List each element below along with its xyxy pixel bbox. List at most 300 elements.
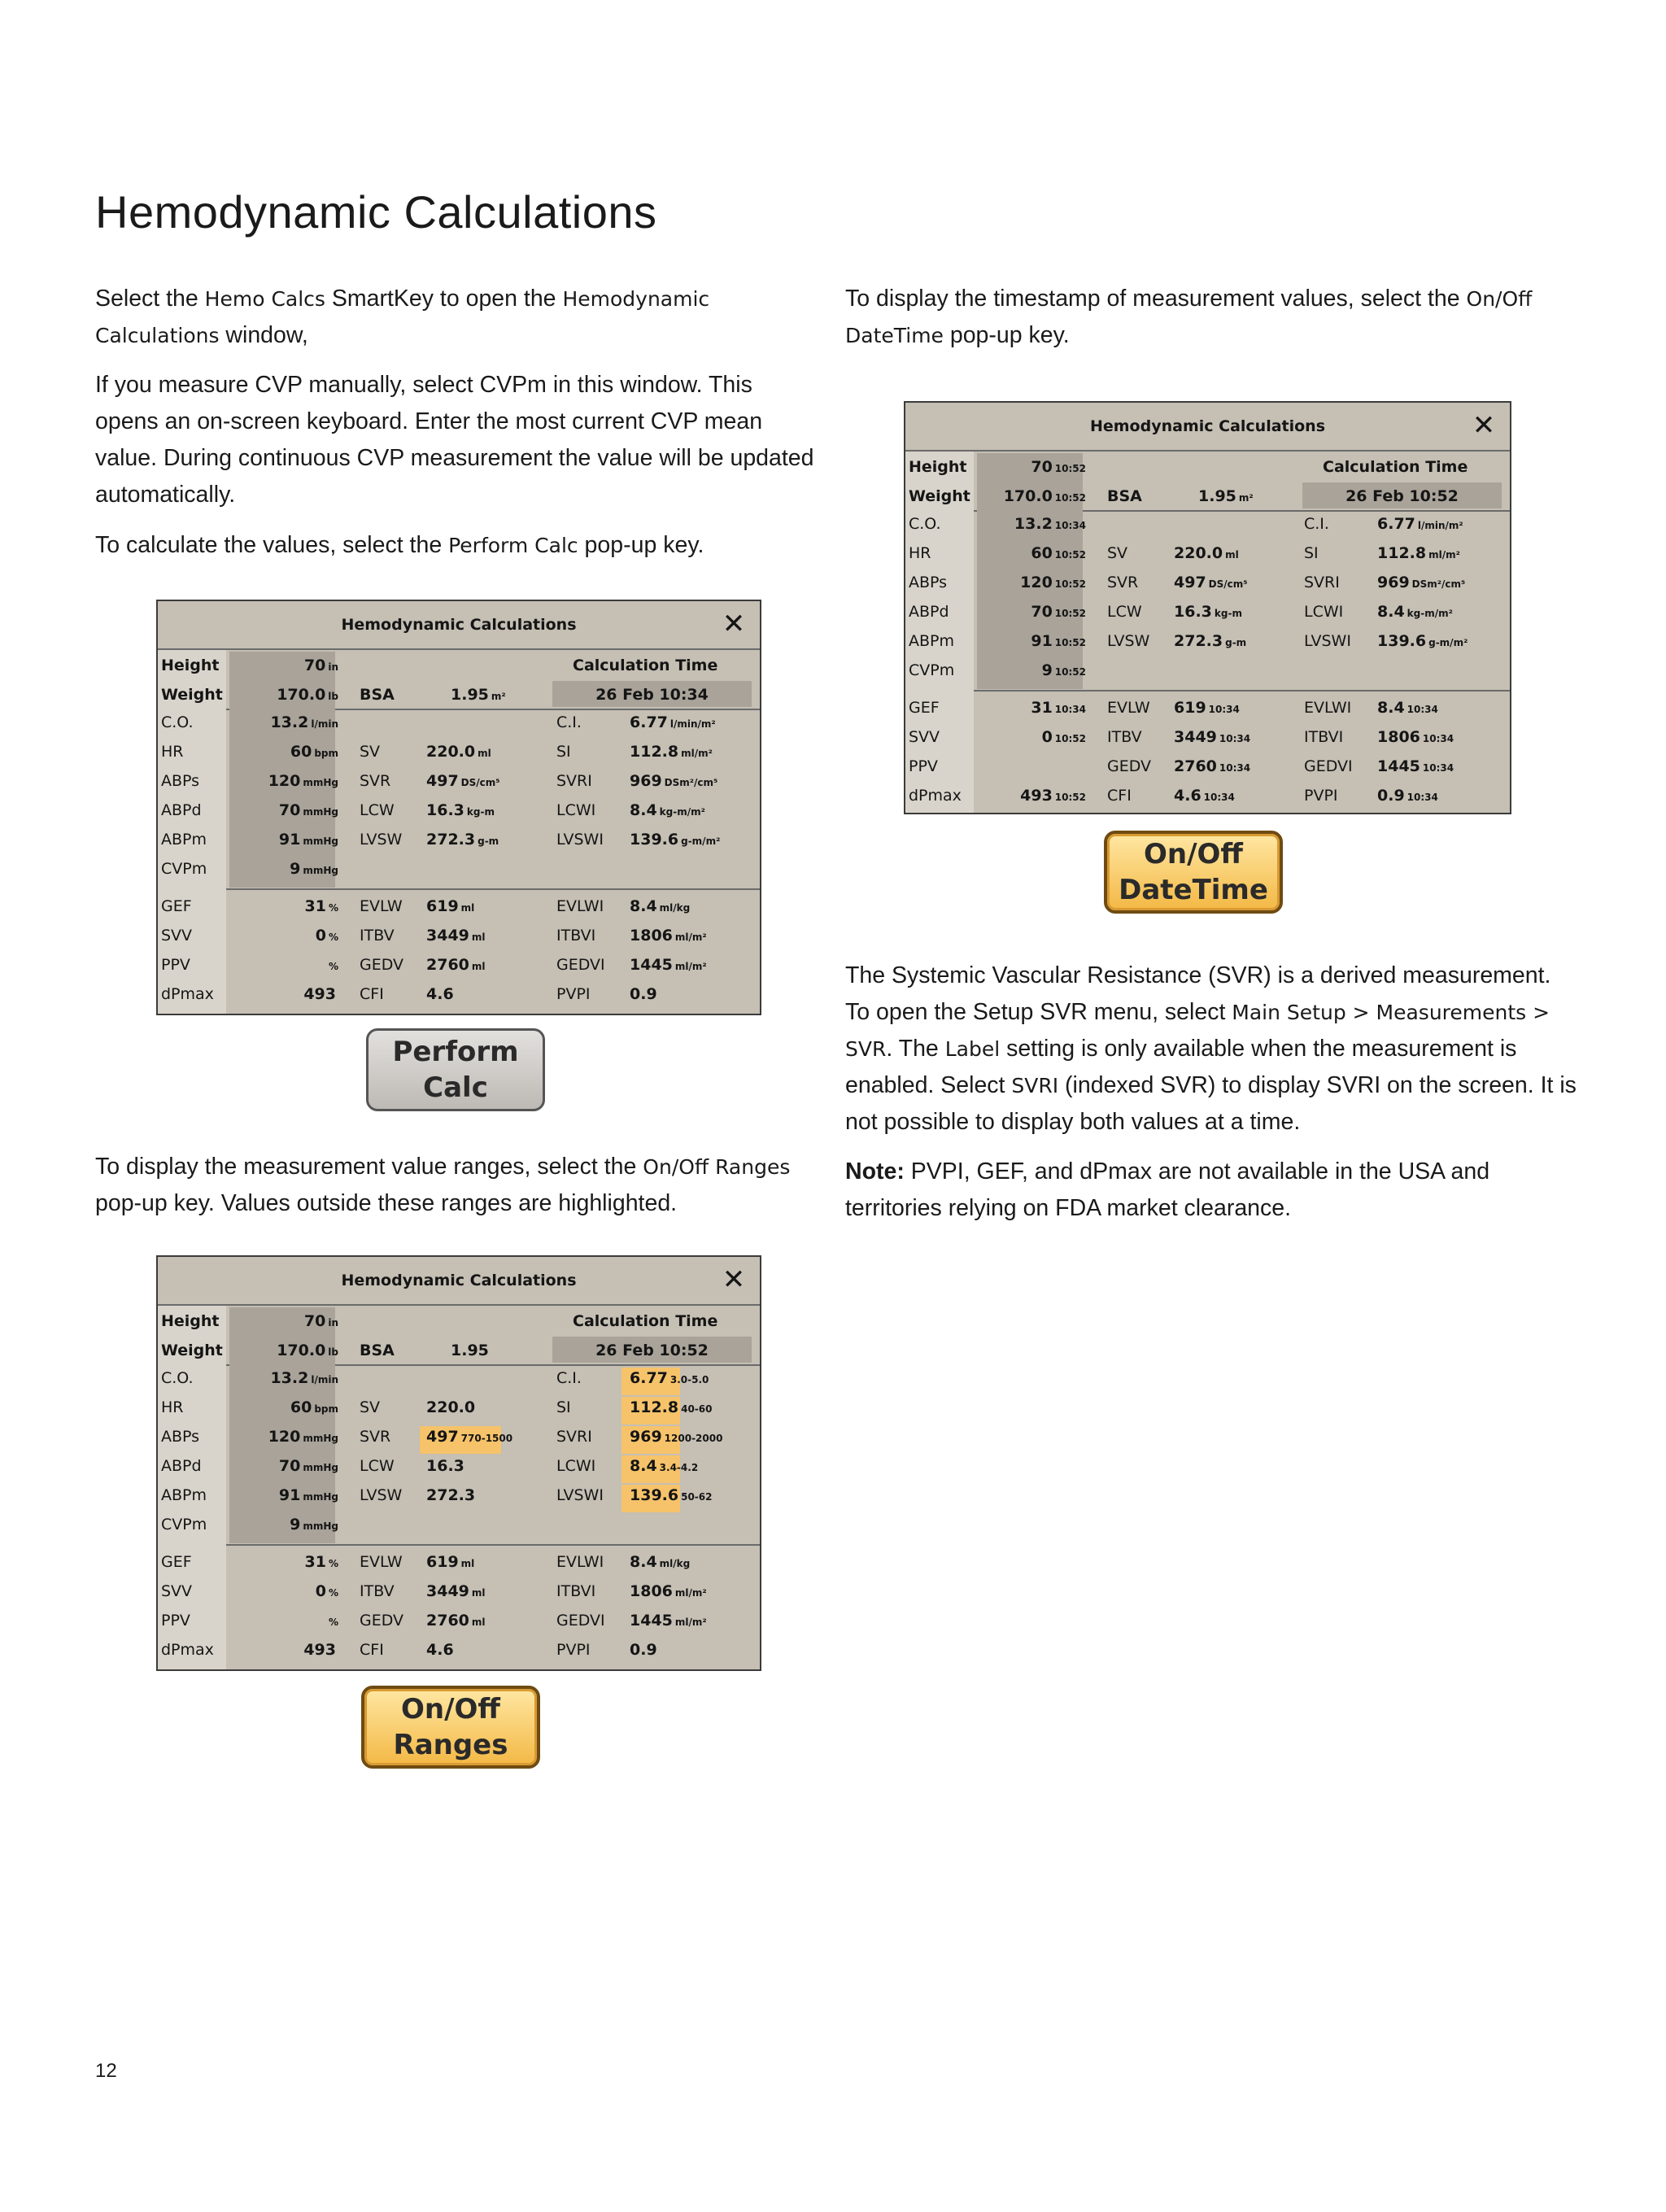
col1-value-value: 493 bbox=[303, 985, 336, 1003]
row-value-value: 70 bbox=[303, 1312, 326, 1330]
row-label: PPV bbox=[909, 757, 938, 775]
cvp-paragraph: If you measure CVP manually, select CVPm in this window. This opens an on-screen keyboard. Enter the most current CVP mean value. During continuous CVP measurement the value will be updated automatically. bbox=[95, 372, 814, 508]
col1-value-value: 9 bbox=[290, 860, 301, 878]
row-value-value: 170.0 bbox=[277, 686, 326, 704]
col1-value-value: 13.2 bbox=[1014, 515, 1053, 533]
row-label: CFI bbox=[360, 1641, 384, 1659]
col2-value-unit: DS/cm⁵ bbox=[460, 777, 500, 788]
col2-value-value: 2760 bbox=[426, 1612, 469, 1630]
col2-value-unit: ml bbox=[1225, 549, 1239, 561]
col1-value bbox=[233, 1455, 338, 1478]
perform-calc-paragraph: To calculate the values, select the Perform Calc pop-up key. bbox=[95, 532, 704, 558]
row-label: GEDVI bbox=[556, 956, 605, 974]
row-label: ITBVI bbox=[556, 927, 596, 945]
col1-value bbox=[980, 660, 1086, 683]
perform-calc-key-line2: Calc bbox=[423, 1071, 488, 1104]
col3-value bbox=[630, 1581, 707, 1603]
row-label: CVPm bbox=[161, 1516, 207, 1534]
col1-value bbox=[980, 756, 1086, 779]
col3-value-value: 1806 bbox=[1377, 728, 1420, 746]
row-label: dPmax bbox=[161, 1641, 214, 1659]
row-label: C.I. bbox=[556, 713, 582, 731]
col1-value bbox=[233, 1514, 338, 1537]
col3-value-unit: 10:34 bbox=[1407, 704, 1438, 715]
row-value bbox=[233, 1311, 338, 1333]
col2-value-value: 497 bbox=[426, 772, 459, 790]
row-label: LCWI bbox=[1304, 603, 1344, 621]
col3-value bbox=[630, 896, 690, 918]
on-off-datetime-key[interactable] bbox=[1104, 831, 1283, 914]
col3-value-unit: DSm²/cm⁵ bbox=[664, 777, 718, 788]
col2-value bbox=[1174, 630, 1246, 653]
row-label: SV bbox=[360, 743, 381, 761]
row-label: dPmax bbox=[909, 787, 962, 805]
col1-value-value: 0 bbox=[315, 927, 326, 945]
col2-value-value: 16.3 bbox=[426, 1457, 464, 1475]
row-label: ABPm bbox=[161, 1486, 207, 1504]
col1-value-unit: mmHg bbox=[303, 1520, 338, 1532]
row-value-value: 70 bbox=[1031, 458, 1053, 476]
col3-value bbox=[630, 954, 707, 977]
col3-value-unit: ml/m² bbox=[674, 961, 707, 972]
col3-value-value: 1806 bbox=[630, 1582, 673, 1600]
col1-value bbox=[233, 741, 338, 764]
hemo-calcs-window-perform bbox=[156, 600, 761, 1015]
col1-value bbox=[980, 572, 1086, 595]
col1-value bbox=[980, 697, 1086, 720]
col2-value-unit: ml bbox=[471, 1616, 486, 1628]
col3-value bbox=[630, 712, 716, 735]
col3-value bbox=[1377, 785, 1438, 808]
col2-value-value: 272.3 bbox=[426, 1486, 476, 1504]
calc-time-value: 26 Feb 10:34 bbox=[595, 686, 709, 704]
col1-value-value: 9 bbox=[290, 1516, 301, 1534]
col3-value-value: 8.4 bbox=[630, 897, 657, 915]
col1-value-value: 31 bbox=[304, 1553, 326, 1571]
col1-value bbox=[233, 1610, 338, 1633]
row-label: SV bbox=[360, 1398, 381, 1416]
col2-value bbox=[426, 1551, 474, 1574]
window-title: Hemodynamic Calculations bbox=[341, 616, 577, 634]
col2-value-value: 619 bbox=[426, 1553, 459, 1571]
row-label: GEDV bbox=[360, 1612, 404, 1630]
col1-value-unit: 10:52 bbox=[1054, 578, 1086, 590]
col1-value-unit: mmHg bbox=[303, 1491, 338, 1503]
row-label: C.I. bbox=[1304, 515, 1329, 533]
col3-value-unit: ml/kg bbox=[659, 902, 691, 914]
col1-value bbox=[233, 770, 338, 793]
col3-value bbox=[630, 800, 705, 822]
row-label: Height bbox=[161, 657, 220, 674]
row-label: GEF bbox=[161, 897, 192, 915]
row-label: HR bbox=[909, 544, 931, 562]
col3-value-value: 1806 bbox=[630, 927, 673, 945]
col3-value-unit: 3.4-4.2 bbox=[659, 1462, 699, 1473]
row-label: CFI bbox=[1107, 787, 1132, 805]
row-label: EVLW bbox=[360, 897, 403, 915]
col1-value-value: 0 bbox=[1041, 728, 1053, 746]
col1-value-unit: 10:52 bbox=[1054, 733, 1086, 744]
col2-value bbox=[426, 1368, 429, 1390]
col1-value-unit: bpm bbox=[314, 1403, 338, 1415]
calc-time-label: Calculation Time bbox=[1323, 458, 1468, 476]
row-label: ITBV bbox=[1107, 728, 1142, 746]
svr-menu-path: Main Setup > Measurements > SVR bbox=[845, 1001, 1550, 1061]
col2-value-value: 220.0 bbox=[1174, 544, 1223, 562]
section-divider bbox=[905, 690, 1510, 692]
bsa-unit: m² bbox=[491, 691, 506, 702]
row-label: ITBV bbox=[360, 927, 395, 945]
col1-value-value: 91 bbox=[278, 1486, 301, 1504]
col1-value-unit: mmHg bbox=[303, 865, 338, 876]
calc-time-value: 26 Feb 10:52 bbox=[595, 1342, 709, 1359]
bsa-number: 1.95 bbox=[1198, 487, 1236, 505]
col1-value-value: 13.2 bbox=[270, 1369, 309, 1387]
col3-value-unit: l/min/m² bbox=[669, 718, 716, 730]
row-value bbox=[233, 655, 338, 678]
row-label: SVR bbox=[360, 772, 391, 790]
section-divider bbox=[158, 648, 760, 650]
row-label: ABPm bbox=[909, 632, 954, 650]
page-number: 12 bbox=[95, 2060, 117, 2082]
col1-value bbox=[233, 829, 338, 852]
col2-value-unit: 10:34 bbox=[1219, 733, 1251, 744]
col1-value bbox=[233, 1551, 338, 1574]
col2-value-value: 16.3 bbox=[1174, 603, 1212, 621]
row-label: ABPd bbox=[161, 1457, 202, 1475]
col2-value bbox=[426, 1455, 467, 1478]
col1-value-unit: % bbox=[328, 931, 338, 943]
row-value bbox=[980, 486, 1086, 508]
col1-value-value: 70 bbox=[278, 1457, 301, 1475]
row-label: LVSW bbox=[360, 831, 403, 849]
note-label: Note: bbox=[845, 1158, 905, 1185]
col3-value bbox=[1377, 630, 1468, 653]
col3-value bbox=[630, 925, 707, 948]
col3-value bbox=[1377, 660, 1380, 683]
col3-value bbox=[1377, 697, 1438, 720]
col3-value-value: 1445 bbox=[1377, 757, 1420, 775]
row-label: Weight bbox=[161, 1342, 223, 1359]
row-label: PVPI bbox=[556, 1641, 591, 1659]
row-label: LVSWI bbox=[556, 1486, 604, 1504]
col1-value-unit: % bbox=[328, 961, 338, 972]
hemo-calcs-window-datetime bbox=[904, 401, 1511, 814]
col3-value bbox=[1377, 601, 1453, 624]
calc-time-label: Calculation Time bbox=[573, 1312, 718, 1330]
col1-value-unit: 10:52 bbox=[1054, 637, 1086, 648]
col2-value bbox=[1174, 726, 1250, 749]
row-label: EVLW bbox=[1107, 699, 1150, 717]
col3-value-value: 8.4 bbox=[630, 801, 657, 819]
col1-value-value: 120 bbox=[268, 772, 301, 790]
col3-value-value: 8.4 bbox=[1377, 699, 1405, 717]
col1-value-unit: % bbox=[328, 1558, 338, 1569]
col1-value-unit: mmHg bbox=[303, 777, 338, 788]
row-label: CFI bbox=[360, 985, 384, 1003]
bsa-value bbox=[451, 1340, 491, 1363]
row-label: LCW bbox=[360, 801, 395, 819]
col1-value-value: 9 bbox=[1041, 661, 1053, 679]
col2-value bbox=[426, 858, 429, 881]
col3-value-unit: 40-60 bbox=[681, 1403, 713, 1415]
svri-ref: SVRI bbox=[1011, 1074, 1059, 1097]
row-label: EVLWI bbox=[556, 1553, 604, 1571]
datetime-key-ref: On/Off DateTime bbox=[845, 287, 1533, 347]
row-value bbox=[233, 1340, 338, 1363]
col2-value-unit: 10:34 bbox=[1203, 792, 1235, 803]
col3-value bbox=[630, 1368, 709, 1390]
col1-value-value: 0 bbox=[315, 1582, 326, 1600]
close-icon[interactable]: ✕ bbox=[1472, 409, 1496, 442]
window-title: Hemodynamic Calculations bbox=[341, 1272, 577, 1289]
col2-value-unit: ml bbox=[471, 931, 486, 943]
col3-value-unit: ml/m² bbox=[681, 748, 713, 759]
col3-value bbox=[630, 1485, 713, 1507]
col2-value bbox=[1174, 572, 1248, 595]
col3-value bbox=[630, 741, 713, 764]
col3-value-value: 8.4 bbox=[630, 1553, 657, 1571]
col1-value bbox=[233, 984, 338, 1006]
row-value-value: 70 bbox=[303, 657, 326, 674]
row-value bbox=[233, 684, 338, 707]
col3-value-value: 1445 bbox=[630, 956, 673, 974]
col2-value bbox=[426, 984, 456, 1006]
col3-value-unit: g-m/m² bbox=[681, 835, 721, 847]
bsa-label: BSA bbox=[360, 686, 395, 704]
row-label: EVLW bbox=[360, 1553, 403, 1571]
col1-value-unit: 10:52 bbox=[1054, 792, 1086, 803]
col1-value bbox=[980, 630, 1086, 653]
col1-value-value: 31 bbox=[304, 897, 326, 915]
col1-value-unit: 10:34 bbox=[1054, 704, 1086, 715]
col2-value bbox=[426, 1514, 429, 1537]
col2-value-value: 220.0 bbox=[426, 743, 476, 761]
row-label: SVV bbox=[161, 1582, 193, 1600]
col1-value bbox=[980, 726, 1086, 749]
row-label: SVRI bbox=[1304, 574, 1340, 591]
row-label: GEDVI bbox=[1304, 757, 1353, 775]
col1-value-value: 70 bbox=[1031, 603, 1053, 621]
col2-value-unit: kg-m bbox=[466, 806, 495, 818]
col3-value bbox=[1377, 726, 1454, 749]
col3-value-value: 1445 bbox=[630, 1612, 673, 1630]
row-value-value: 170.0 bbox=[1003, 487, 1053, 505]
col2-value bbox=[1174, 660, 1176, 683]
col3-value-value: 969 bbox=[630, 772, 662, 790]
row-value bbox=[980, 456, 1086, 479]
col2-value bbox=[1174, 697, 1240, 720]
row-label: dPmax bbox=[161, 985, 214, 1003]
section-divider bbox=[158, 888, 760, 890]
col3-value bbox=[630, 1514, 632, 1537]
col2-value bbox=[1174, 543, 1239, 565]
col1-value-unit: mmHg bbox=[303, 806, 338, 818]
col2-value bbox=[1174, 513, 1176, 536]
row-label: LVSW bbox=[360, 1486, 403, 1504]
close-icon[interactable]: ✕ bbox=[722, 608, 746, 640]
col2-value bbox=[1174, 601, 1242, 624]
col1-value bbox=[980, 543, 1086, 565]
bsa-label: BSA bbox=[360, 1342, 395, 1359]
perform-calc-key[interactable] bbox=[366, 1028, 545, 1111]
row-label: GEDVI bbox=[556, 1612, 605, 1630]
ranges-key-line2: Ranges bbox=[393, 1729, 508, 1761]
row-label: GEF bbox=[909, 699, 940, 717]
col3-value bbox=[1377, 572, 1465, 595]
col2-value bbox=[426, 741, 491, 764]
col3-value-unit: DSm²/cm⁵ bbox=[1411, 578, 1466, 590]
col3-value-value: 139.6 bbox=[630, 831, 679, 849]
col1-value-value: 70 bbox=[278, 801, 301, 819]
on-off-ranges-key[interactable] bbox=[361, 1686, 540, 1769]
row-label: HR bbox=[161, 743, 184, 761]
col3-value-value: 112.8 bbox=[630, 1398, 679, 1416]
col3-value bbox=[630, 1455, 698, 1478]
col2-value-unit: kg-m bbox=[1214, 608, 1242, 619]
col2-value-unit: g-m bbox=[1225, 637, 1247, 648]
row-label: PVPI bbox=[1304, 787, 1338, 805]
section-divider bbox=[158, 1544, 760, 1546]
row-value-unit: lb bbox=[328, 691, 338, 702]
col3-value bbox=[1377, 543, 1460, 565]
col2-value bbox=[426, 712, 429, 735]
row-label: Height bbox=[909, 458, 967, 476]
perform-calc-key-line1: Perform bbox=[392, 1036, 519, 1068]
row-label: ABPd bbox=[909, 603, 949, 621]
col1-value-unit: 10:52 bbox=[1054, 608, 1086, 619]
col3-value bbox=[630, 858, 632, 881]
col1-value-unit: l/min bbox=[311, 1374, 338, 1385]
col1-value-value: 91 bbox=[1031, 632, 1053, 650]
col1-value-value: 60 bbox=[1031, 544, 1053, 562]
col1-value-value: 31 bbox=[1031, 699, 1053, 717]
col3-value-value: 0.9 bbox=[630, 1641, 657, 1659]
col2-value bbox=[1174, 785, 1235, 808]
row-label: HR bbox=[161, 1398, 184, 1416]
col2-value-unit: ml bbox=[460, 1558, 475, 1569]
row-label: LVSW bbox=[1107, 632, 1150, 650]
row-label: C.O. bbox=[161, 713, 194, 731]
bsa-value bbox=[1198, 486, 1254, 508]
col3-value-value: 6.77 bbox=[630, 1369, 668, 1387]
row-label: GEDV bbox=[1107, 757, 1152, 775]
col1-value bbox=[233, 800, 338, 822]
hemo-calcs-smartkey-ref: Hemo Calcs bbox=[204, 287, 325, 311]
row-label: SVRI bbox=[556, 1428, 592, 1446]
col2-value bbox=[426, 1639, 456, 1662]
col1-value bbox=[233, 1581, 338, 1603]
col1-value-unit: l/min bbox=[311, 718, 338, 730]
close-icon[interactable]: ✕ bbox=[722, 1263, 746, 1296]
row-label: LVSWI bbox=[1304, 632, 1351, 650]
ranges-key-line1: On/Off bbox=[401, 1693, 500, 1726]
col2-value-value: 619 bbox=[1174, 699, 1206, 717]
col3-value-value: 8.4 bbox=[630, 1457, 657, 1475]
col3-value-unit: 50-62 bbox=[681, 1491, 713, 1503]
page-title: Hemodynamic Calculations bbox=[95, 186, 657, 238]
col1-value-unit: bpm bbox=[314, 748, 338, 759]
row-label: PVPI bbox=[556, 985, 591, 1003]
ranges-paragraph: To display the measurement value ranges, select the On/Off Ranges pop-up key. Values outside these ranges are highlighted. bbox=[95, 1154, 791, 1216]
col1-value bbox=[233, 954, 338, 977]
col1-value-unit: % bbox=[328, 1587, 338, 1599]
col2-value-value: 4.6 bbox=[426, 985, 454, 1003]
col1-value-value: 120 bbox=[268, 1428, 301, 1446]
col1-value bbox=[233, 1368, 338, 1390]
col3-value-value: 0.9 bbox=[630, 985, 657, 1003]
col2-value-value: 220.0 bbox=[426, 1398, 476, 1416]
col3-value-value: 139.6 bbox=[630, 1486, 679, 1504]
col1-value bbox=[233, 858, 338, 881]
col1-value-value: 493 bbox=[303, 1641, 336, 1659]
datetime-key-line1: On/Off bbox=[1144, 838, 1243, 870]
row-label: ITBVI bbox=[1304, 728, 1344, 746]
col2-value-unit: ml bbox=[478, 748, 491, 759]
datetime-key-line2: DateTime bbox=[1119, 874, 1268, 906]
row-value-value: 170.0 bbox=[277, 1342, 326, 1359]
col3-value-value: 6.77 bbox=[1377, 515, 1415, 533]
col3-value bbox=[630, 1639, 660, 1662]
col2-value-unit: ml bbox=[471, 1587, 486, 1599]
col1-value bbox=[233, 1426, 338, 1449]
col1-value-value: 60 bbox=[290, 743, 312, 761]
col2-value bbox=[426, 800, 495, 822]
row-label: ITBVI bbox=[556, 1582, 596, 1600]
row-label: SVR bbox=[360, 1428, 391, 1446]
row-label: GEF bbox=[161, 1553, 192, 1571]
row-label: LCW bbox=[1107, 603, 1142, 621]
col3-value-value: 112.8 bbox=[1377, 544, 1427, 562]
col2-value-value: 272.3 bbox=[426, 831, 476, 849]
col2-value bbox=[426, 770, 500, 793]
row-label: LCWI bbox=[556, 1457, 596, 1475]
col2-value-value: 272.3 bbox=[1174, 632, 1223, 650]
col3-value-unit: ml/kg bbox=[659, 1558, 691, 1569]
row-label: Weight bbox=[161, 686, 223, 704]
col1-value-value: 493 bbox=[1020, 787, 1053, 805]
col1-value bbox=[233, 1639, 338, 1662]
perform-calc-key-ref: Perform Calc bbox=[448, 534, 578, 557]
col2-value bbox=[426, 896, 474, 918]
row-label: SVV bbox=[161, 927, 193, 945]
col1-value-value: 60 bbox=[290, 1398, 312, 1416]
col3-value-unit: ml/m² bbox=[1428, 549, 1460, 561]
col3-value bbox=[630, 1397, 713, 1420]
col1-value-unit: mmHg bbox=[303, 1433, 338, 1444]
col2-value-value: 3449 bbox=[1174, 728, 1217, 746]
col2-value-value: 3449 bbox=[426, 927, 469, 945]
col1-value bbox=[233, 896, 338, 918]
row-label: LCW bbox=[360, 1457, 395, 1475]
row-value-unit: in bbox=[328, 661, 338, 673]
row-label: PPV bbox=[161, 1612, 190, 1630]
col3-value-value: 6.77 bbox=[630, 713, 668, 731]
col1-value bbox=[233, 712, 338, 735]
row-label: PPV bbox=[161, 956, 190, 974]
window-name-ref: Hemodynamic Calculations bbox=[95, 287, 710, 347]
col1-value bbox=[980, 513, 1086, 536]
row-label: ABPm bbox=[161, 831, 207, 849]
col2-value-value: 16.3 bbox=[426, 801, 464, 819]
col3-value-unit: 3.0-5.0 bbox=[669, 1374, 709, 1385]
col1-value bbox=[233, 1397, 338, 1420]
col2-value bbox=[426, 1485, 478, 1507]
row-label: SVV bbox=[909, 728, 940, 746]
row-label: GEDV bbox=[360, 956, 404, 974]
col3-value bbox=[1377, 513, 1463, 536]
calc-time-label: Calculation Time bbox=[573, 657, 718, 674]
